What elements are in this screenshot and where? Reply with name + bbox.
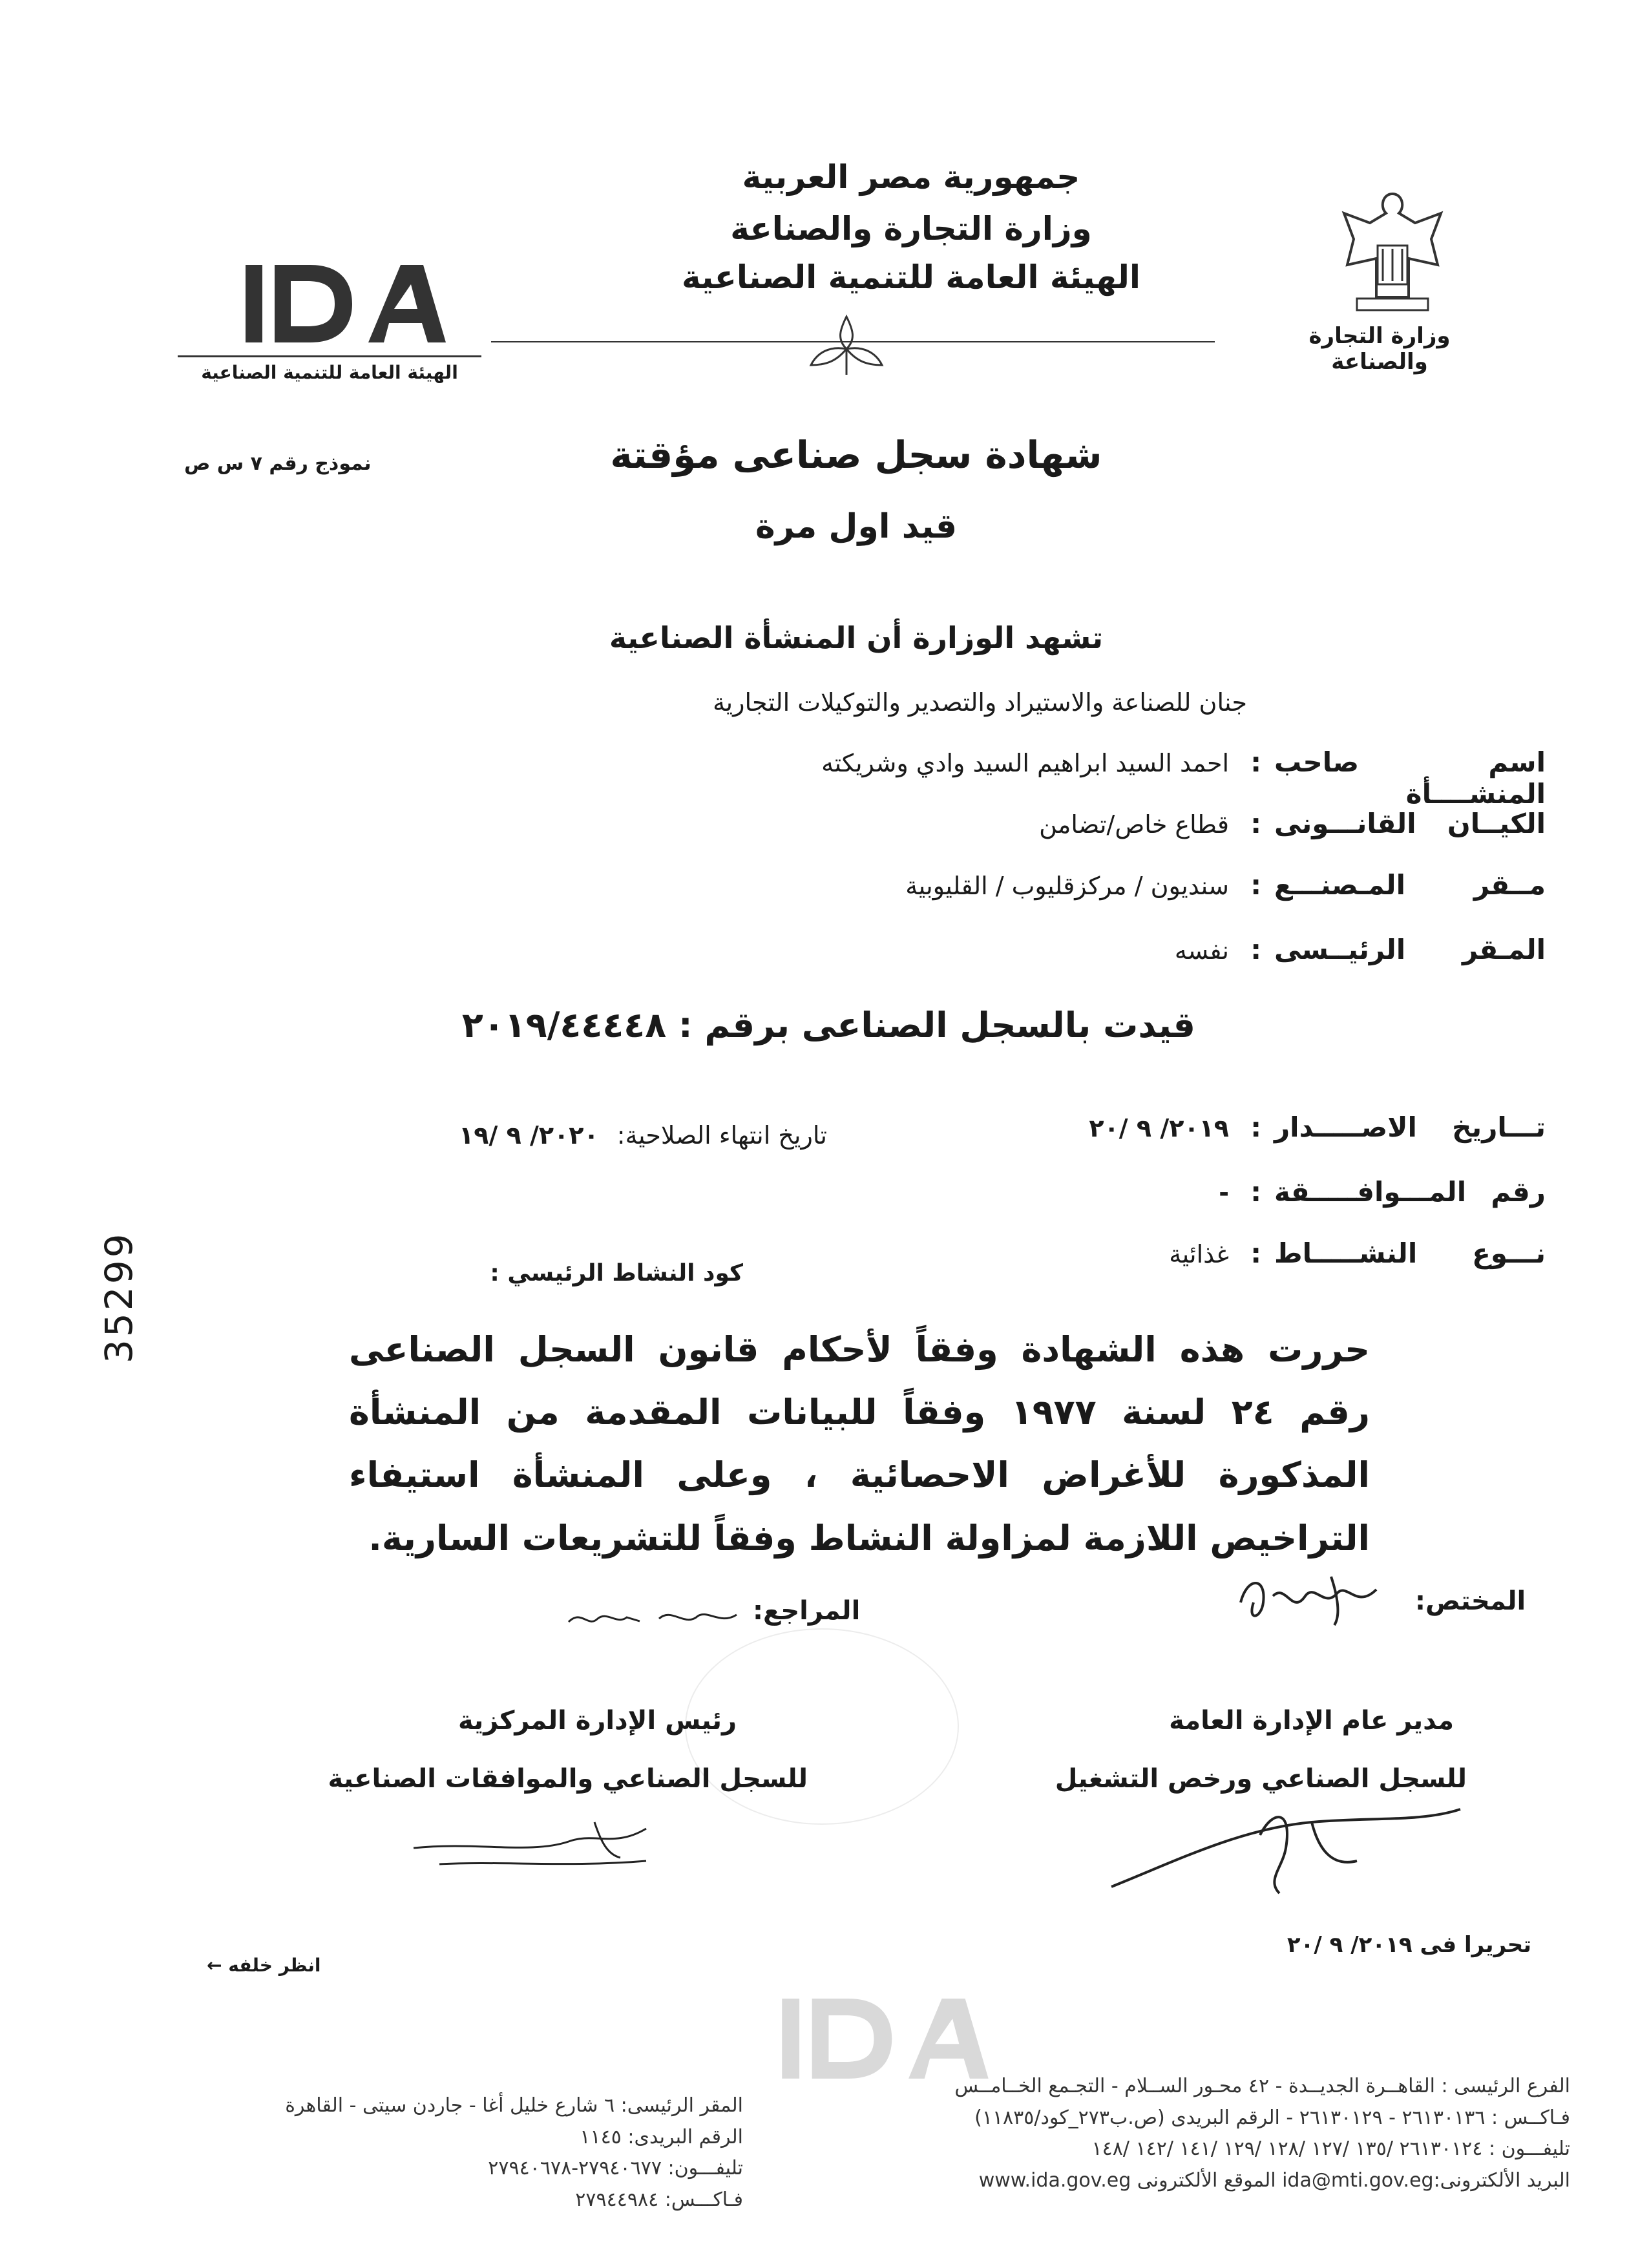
field-label: نـــوع النشـــــاط [1274,1237,1546,1269]
field-colon: : [1250,1176,1261,1208]
authority-heading: الهيئة العامة للتنمية الصناعية [682,258,1140,296]
ornament-icon [801,310,892,381]
director-department: للسجل الصناعي ورخص التشغيل [1055,1764,1467,1794]
footer-headquarters [194,2090,743,2216]
activity-code-label: كود النشاط الرئيسي : [490,1260,743,1286]
specialist-signature [1228,1564,1396,1635]
expiry-label: تاريخ انتهاء الصلاحية: [616,1121,827,1150]
field-factory-location [447,869,1546,914]
field-label: المـقر الرئيــسى [1274,934,1546,965]
footer-main-branch [782,2071,1570,2196]
emblem-caption: وزارة التجارة والصناعة [1308,323,1451,375]
field-value: غذائية [1169,1240,1229,1268]
central-head-signature [401,1803,672,1874]
registration-number: ٢٠١٩/٤٤٤٤٨ [461,1005,667,1045]
republic-heading: جمهورية مصر العربية [742,158,1080,196]
footer-line: فـاكـــس: ٢٧٩٤٤٩٨٤ [575,2188,743,2211]
footer-line: المقر الرئيسى: ٦ شارع خليل أغا - جاردن سيتى - القاهرة [285,2094,743,2117]
footer-line: الرقم البريدى: ١١٤٥ [580,2125,743,2148]
certificate-subtitle: قيد اول مرة [755,507,958,546]
footer-line: فـاكــس : ٢٦١٣٠١٣٦ - ٢٦١٣٠١٢٩ - الرقم البريدى (ص.ب٢٧٣_كود/١١٨٣٥) [974,2106,1570,2129]
footer-line: الفرع الرئيسى : القاهــرة الجديــدة - ٤٢ محـور الســلام - التجـمع الخــامــس [954,2075,1570,2097]
certify-statement: تشهد الوزارة أن المنشأة الصناعية [609,620,1104,655]
central-head-title: رئيس الإدارة المركزية [458,1706,737,1736]
field-label: تـــاريخ الاصـــــدار [1274,1111,1546,1143]
registration-line [461,1005,1195,1045]
registration-label: قيدت بالسجل الصناعى برقم : [678,1005,1195,1045]
footer-line: البريد الألكترونى:ida@mti.gov.eg الموقع الألكترونى www.ida.gov.eg [978,2168,1570,2192]
header-rule-left-short [178,355,481,357]
field-colon: : [1250,1111,1261,1143]
expiry-date [310,1121,827,1150]
field-approval-number [447,1176,1546,1221]
reviewer-signature [562,1599,743,1638]
field-owner [447,746,1546,810]
ida-logo [239,258,452,349]
field-value: ٢٠١٩/ ٩ /٢٠ [1089,1114,1229,1142]
company-name: جنان للصناعة والاستيراد والتصدير والتوكيلات التجارية [713,688,1247,717]
footer-line: تليفـــون : ٢٦١٣٠١٢٤ /١٣٥ /١٢٧ /١٢٨ /١٢٩ /١٤١ /١٤٢ /١٤٨ [1091,2137,1570,2161]
field-value: سنديون / مركزقليوب / القليوبية [905,872,1229,900]
form-number: نموذج رقم ٧ س ص [184,452,372,475]
field-colon: : [1250,1237,1261,1269]
field-label: الكيــان القانـــونى [1274,808,1546,839]
central-head-department: للسجل الصناعي والموافقات الصناعية [328,1764,808,1794]
field-headquarters [447,934,1546,979]
director-title: مدير عام الإدارة العامة [1169,1706,1454,1736]
see-back-note: انظر خلفه ← [207,1955,321,1976]
certificate-title: شهادة سجل صناعى مؤقتة [610,433,1102,477]
ministry-heading: وزارة التجارة والصناعة [730,210,1092,247]
eagle-emblem-icon [1331,187,1454,317]
footer-line: تليفـــون: ٢٧٩٤٠٦٧٧-٢٧٩٤٠٦٧٨ [488,2157,743,2180]
field-colon: : [1250,746,1261,778]
field-colon: : [1250,869,1261,901]
field-label: رقم المـــوافـــــقة [1274,1176,1546,1208]
field-label: مــقر المـصنـــع [1274,869,1546,901]
specialist-label: المختص: [1415,1586,1526,1616]
director-signature [1098,1783,1473,1900]
expiry-value: ٢٠٢٠/ ٩ /١٩ [459,1121,599,1150]
legal-paragraph: حررت هذه الشهادة وفقاً لأحكام قانون السجل الصناعى رقم ٢٤ لسنة ١٩٧٧ وفقاً للبيانات المقدمة من المنشأة المذكورة للأغراض الاحصائية ، وعلى المنشأة استيفاء التراخيص اللازمة لمزاولة النشاط وفقاً للتشريعات السارية. [349,1329,1371,1559]
side-serial-number: 35299 [97,1231,141,1363]
field-value: احمد السيد ابراهيم السيد وادي وشريكته [821,749,1229,777]
field-colon: : [1250,934,1261,965]
field-value: نفسه [1174,936,1229,965]
field-colon: : [1250,808,1261,839]
field-value: قطاع خاص/تضامن [1039,810,1229,839]
field-label: اسم صاحب المنشــــأة [1274,746,1546,810]
issued-on-date: تحريرا فى ٢٠١٩/ ٩ /٢٠ [1287,1932,1531,1958]
reviewer-label: المراجع: [753,1596,861,1626]
ida-caption: الهيئة العامة للتنمية الصناعية [201,362,458,383]
field-legal-entity [447,808,1546,853]
field-value: - [1219,1179,1229,1207]
